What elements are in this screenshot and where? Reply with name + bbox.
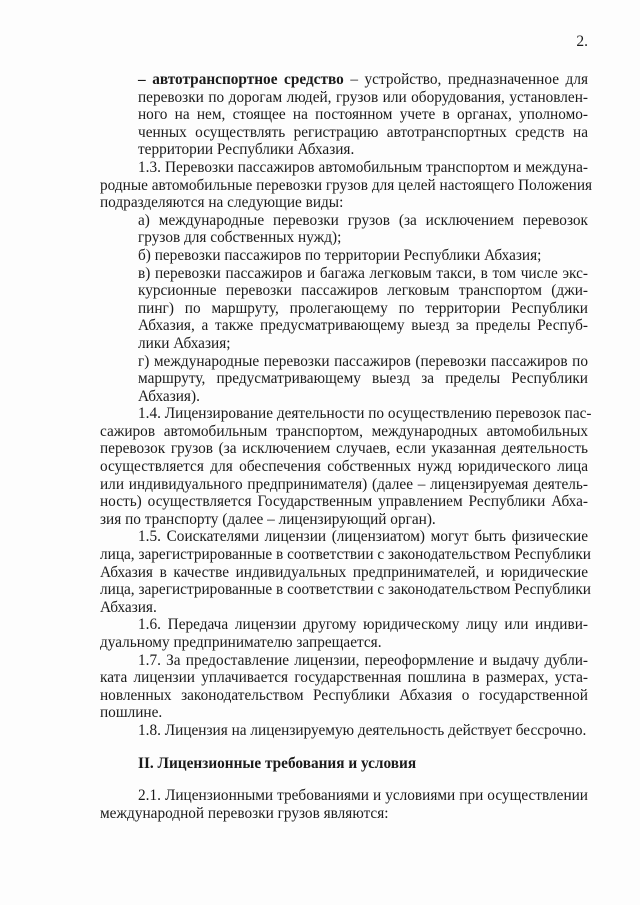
list-item-line: а) международные перевозки грузов (за исключением перевозок	[138, 211, 588, 229]
section-heading-2: II. Лицензионные требования и условия	[138, 754, 417, 772]
paragraph-line: зия по транспорту (далее – лицензирующий орган).	[100, 510, 436, 528]
list-item-line: пинг) по маршруту, пролегающему по территории Республики	[138, 299, 588, 317]
paragraph-line: пошлине.	[100, 704, 163, 722]
list-item-line: б) перевозки пассажиров по территории Республики Абхазия;	[138, 246, 542, 264]
paragraph-line: подразделяются на следующие виды:	[100, 194, 344, 212]
definition-line: ченных осуществлять регистрацию автотранспортных средств на	[138, 123, 588, 141]
document-body	[100, 71, 593, 822]
paragraph-line: 1.4. Лицензирование деятельности по осуществлению перевозок пас-	[138, 405, 592, 423]
definition-term: – автотранспортное средство	[138, 71, 344, 88]
paragraph-line: осуществляется для обеспечения собственных нужд юридического лица	[100, 458, 588, 476]
list-item-line: Абхазия, а также предусматривающему выезд за пределы Респуб-	[138, 317, 588, 335]
list-item-line: грузов для собственных нужд);	[138, 229, 342, 247]
paragraph-line: 1.3. Перевозки пассажиров автомобильным транспортом и междуна-	[138, 158, 588, 176]
paragraph-line: 1.7. За предоставление лицензии, переоформление и выдачу дубли-	[138, 651, 588, 669]
paragraph-line: лица, зарегистрированные в соответствии с законодательством Республики	[100, 581, 591, 599]
paragraph-line: ность) осуществляется Государственным управлением Республики Абха-	[100, 493, 588, 511]
definition-line: – автотранспортное средство – устройство, предназначенное для	[138, 71, 588, 88]
definition-line: перевозки по дорогам людей, грузов или оборудования, установлен-	[138, 88, 588, 106]
list-item-line: в) перевозки пассажиров и багажа легковым такси, в том числе экс-	[138, 264, 588, 282]
list-item-line: курсионные перевозки пассажиров легковым транспортом (джи-	[138, 282, 588, 300]
paragraph-line: ката лицензии уплачивается государственная пошлина в размерах, уста-	[100, 669, 588, 687]
list-item-line: лики Абхазия;	[138, 334, 231, 352]
paragraph-1-6	[100, 616, 588, 651]
paragraph-line: 1.6. Передача лицензии другому юридическому лицу или индиви-	[138, 616, 588, 634]
paragraph-line: Абхазия в качестве индивидуальных предпринимателей, и юридические	[100, 563, 588, 581]
list-item-b	[100, 247, 588, 265]
paragraph-line: 2.1. Лицензионными требованиями и условиями при осуществлении	[138, 787, 588, 805]
paragraph-line: или индивидуального предпринимателя) (далее – лицензируемая деятель-	[100, 475, 588, 493]
paragraph-line: Абхазия.	[100, 598, 157, 616]
paragraph-line: родные автомобильные перевозки грузов для целей настоящего Положения	[100, 176, 593, 194]
paragraph-1-8	[100, 722, 588, 740]
page-number: 2.	[576, 33, 588, 50]
paragraph-line: 1.8. Лицензия на лицензируемую деятельность действует бессрочно.	[138, 721, 587, 739]
definition-line: территории Республики Абхазия.	[138, 141, 355, 159]
paragraph-1-4	[100, 405, 592, 528]
paragraph-line: 1.5. Соискателями лицензии (лицензиатом) могут быть физические	[138, 528, 588, 546]
definition-vehicle	[100, 71, 588, 159]
paragraph-1-5	[100, 528, 591, 616]
list-item-v	[100, 265, 588, 353]
paragraph-line: дуальному предпринимателю запрещается.	[100, 634, 382, 651]
paragraph-2-1	[100, 787, 588, 822]
paragraph-line: перевозок грузов (за исключением случаев, если указанная деятельность	[100, 440, 588, 458]
list-item-g	[100, 353, 588, 406]
paragraph-line: международной перевозки грузов являются:	[100, 804, 389, 822]
paragraph-line: сажиров автомобильным транспортом, международных автомобильных	[100, 422, 588, 440]
list-item-line: г) международные перевозки пассажиров (перевозки пассажиров по	[138, 352, 588, 370]
list-item-line: Абхазия).	[138, 387, 200, 405]
paragraph-line: новленных законодательством Республики Абхазия о государственной	[100, 686, 588, 704]
definition-line: ного на нем, стоящее на постоянном учете в органах, уполномо-	[138, 106, 588, 124]
list-item-a	[100, 212, 588, 247]
paragraph-1-7	[100, 652, 588, 722]
paragraph-line: лица, зарегистрированные в соответствии с законодательством Республики	[100, 546, 591, 564]
list-item-line: маршруту, предусматривающему выезд за пределы Республики	[138, 370, 588, 388]
paragraph-1-3	[100, 158, 593, 212]
